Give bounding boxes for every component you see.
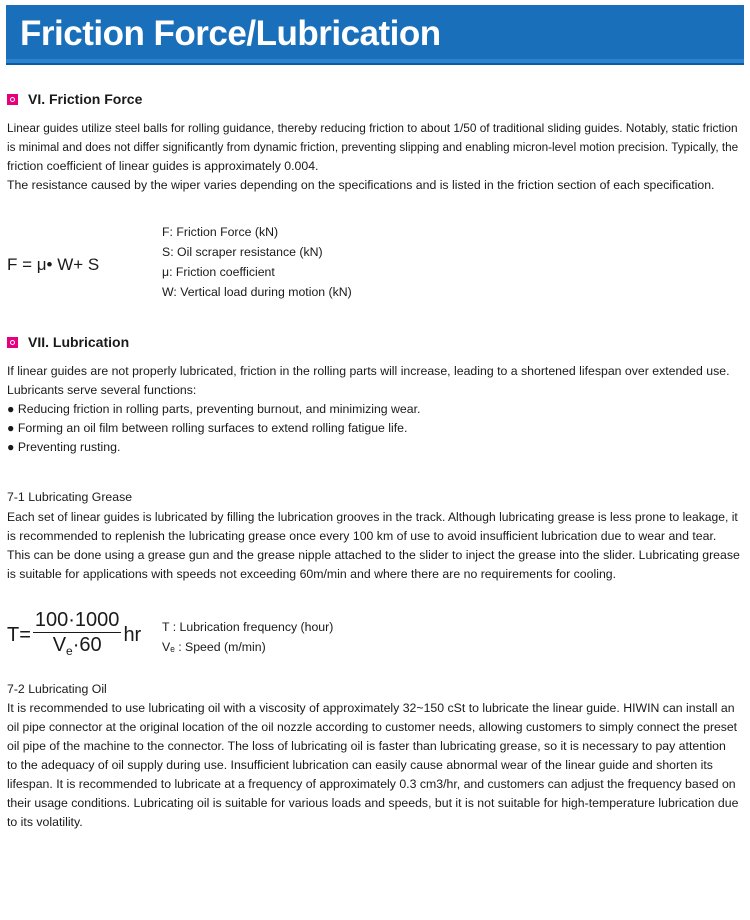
formula-unit: hr [123,623,142,646]
formula-lhs: T= [7,623,31,646]
grease-body [7,508,742,584]
friction-body-line: The resistance caused by the wiper varies depending on the specifications and is listed in the friction section of each specification. [7,178,715,192]
legend-item: T : Lubrication frequency (hour) [162,620,334,634]
legend-item: W: Vertical load during motion (kN) [162,285,352,299]
legend-item: S: Oil scraper resistance (kN) [162,245,323,259]
bullet-item: ● Preventing rusting. [7,440,121,454]
section-marker-icon [7,94,18,105]
friction-body-line: friction coefficient of linear guides is approximately 0.004. [7,159,319,173]
oil-body-line: to the adequacy of oil supply during use. Insufficient lubrication can easily cause abnormal wear of the linear guide and shorten its [7,758,713,772]
oil-heading: 7-2 Lubricating Oil [7,682,107,696]
formula-numerator: 100·1000 [34,608,120,631]
oil-body-line: oil pipe connector at the original location of the oil nozzle according to customer needs, allowing customers to simply connect the preset [7,720,738,734]
denominator-sub: e [66,643,73,658]
oil-body-line: It is recommended to use lubricating oil with a viscosity of approximately 32~150 cSt to lubricate the linear guide. HIWIN can install an [7,701,735,715]
intro-line: If linear guides are not properly lubricated, friction in the rolling parts will increase, leading to a shortened lifespan over extended use. [7,364,730,378]
oil-body-line: lifespan. It is recommended to lubricate at a frequency of approximately 0.3 cm3/hr, and customers can adjust the frequency based on [7,777,736,791]
oil-body [7,699,742,832]
friction-formula: F = μ• W+ S [7,255,100,274]
legend-item: μ: Friction coefficient [162,265,275,279]
oil-body-line: oil pipe of the machine to the connector. The loss of lubricating oil is faster than lubricating grease, so it is necessary to pay attention [7,739,726,753]
formula-denominator [53,633,102,663]
intro-line: Lubricants serve several functions: [7,383,197,397]
friction-body-line: is minimal and does not differ significantly from dynamic friction, preventing slipping and enabling micron-level motion precision. Typically, the [7,141,739,154]
formula-fraction [33,608,122,663]
friction-heading: VI. Friction Force [28,91,143,107]
oil-body-line: their usage conditions. Lubricating oil is suitable for various loads and speeds, but it is not suitable for high-temperature lubrication due [7,796,739,810]
denominator-var: V [52,633,67,656]
title-banner [6,5,744,63]
friction-legend [162,222,352,302]
legend-item: Vₑ : Speed (m/min) [162,640,266,654]
lubrication-heading: VII. Lubrication [28,334,130,350]
bullet-item: ● Reducing friction in rolling parts, preventing burnout, and minimizing wear. [7,402,421,416]
legend-item: F: Friction Force (kN) [162,225,279,239]
grease-formula [7,610,141,660]
section-marker-icon [7,337,18,348]
page-title: Friction Force/Lubrication [20,14,441,53]
lubrication-section-heading [7,333,129,351]
grease-heading: 7-1 Lubricating Grease [7,490,133,504]
grease-body-line: Each set of linear guides is lubricated by filling the lubrication grooves in the track. Although lubricating grease is less prone to leakage, it [7,510,738,524]
friction-section-heading [7,90,142,108]
bullet-item: ● Forming an oil film between rolling surfaces to extend rolling fatigue life. [7,421,408,435]
lubrication-intro [7,362,742,457]
grease-body-line: is suitable for applications with speeds not exceeding 60m/min and where there are no requirements for cooling. [7,567,617,581]
grease-body-line: is recommended to replenish the lubricating grease once every 100 km of use to avoid insufficient lubrication due to wear and tear. [7,529,717,543]
grease-body-line: This can be done using a grease gun and the grease nipple attached to the slider to inject the grease into the slider. Lubricating grease [7,548,740,562]
grease-legend [162,617,333,657]
friction-body [7,119,742,195]
oil-body-line: to its volatility. [7,815,83,829]
friction-body-line: Linear guides utilize steel balls for rolling guidance, thereby reducing friction to about 1/50 of traditional sliding guides. Notably, static friction [7,121,738,135]
denominator-rest: ·60 [72,633,102,656]
